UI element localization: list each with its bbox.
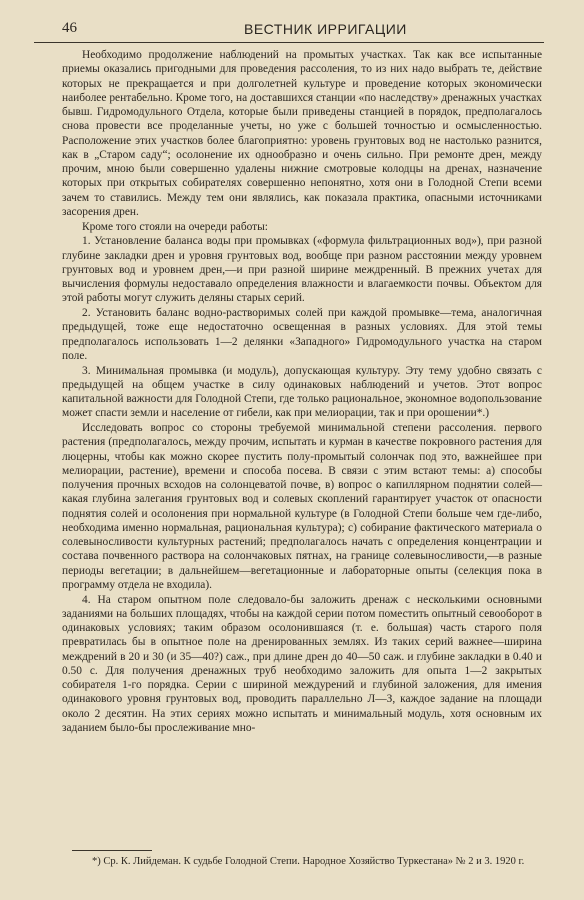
paragraph: 3. Минимальная промывка (и модуль), допускающая культуру. Эту тему удобно связать с предыдущей на общем участке в силу одинаковых наблюдений и учетов. Этот вопрос капитальной важности для Голодной Степи, где только рациональное, экономное водопользование может спасти земли и население от гибели, как при мелиорации, так и при орошении*.) xyxy=(62,364,542,420)
paragraph: Кроме того стояли на очереди работы: xyxy=(82,220,268,233)
paragraph: 1. Установление баланса воды при промывках («формула фильтрационных вод»), при разной глубине закладки дрен и уровня грунтовых вод, вообще при разном расстоянии между уровнем грунтовых вод и уровнем дрен,—и при разной ширине междренный. В прежних учетах для вычисления формулы недоставало определения влажности и влагаемкости почвы. Объектом для этой работы могут служить деляны старых серий. xyxy=(62,235,542,305)
paragraph: Необходимо продолжение наблюдений на промытых участках. Так как все испытанные приемы оказались пригодными для проведения рассоления, то из них надо выбрать те, действие которых не прекращается и при долголетней культуре и проведение которых экономически наиболее рентабельно. Кроме того, на доставшихся станции «по наследству» дренажных участках бывш. Гидромодульного Отдела, которые были приведены станцией в порядок, предполагалось снова провести все проделанные учеты, но уже с большей точностью и осмысленностью. Расположение этих участков более благоприятно: уровень грунтовых вод не настолько разнится, как в „Старом саду“; осолонение их однообразно и очень сильно. При ремонте дрен, между прочим, мною были совершенно удалены нижние смотровые колодцы на дренах, назначение которых при открытых собирателях совершенно непонятно, хотя они в Голодной Степи всеми зачем то ставились. Между тем они являлись, как показала практика, опасными источниками засорения дрен. xyxy=(62,49,542,218)
journal-title: ВЕСТНИК ИРРИГАЦИИ xyxy=(244,21,407,37)
paragraph: 4. На старом опытном поле следовало-бы заложить дренаж с несколькими основными заданиями на больших площадях, чтобы на каждой серии потом поместить опытный севооборот в одинаковых условиях; таким образом осолонившаяся (т. е. большая) часть старого поля превратилась бы в опытное поле на дренированных землях. Из таких серий важнее—ширина междрений в 20 и 30 (и 35—40?) саж., при длине дрен до 40—50 саж. и глубине закладки в 0.40 и 0.50 с. Для получения дренажных труб необходимо заложить для опыта 1—2 закрытых собирателя 1-го порядка. Серии с шириной междурений и глубиной заложения, для имения одинакового уровня грунтовых вод, проводить параллельно Л—З, каждое задание на площади около 2 десятин. На этих сериях можно испытать и минимальный модуль, хотя основным их заданием было-бы прослеживание мно- xyxy=(62,593,542,734)
footnote: *) Ср. К. Лийдеман. К судьбе Голодной Степи. Народное Хозяйство Туркестана» № 2 и 3. 1920 г. xyxy=(92,856,525,867)
paragraph: Исследовать вопрос со стороны требуемой минимальной степени рассоления. первого растения (предполагалось, между прочим, испытать и курман в качестве покровного растения для люцерны, чтобы как можно скорее пустить полу-промытый солончак под это, важнейшее при мелиорации, растение), времени и способа посева. В связи с этим встают темы: а) способы получения прочных всходов на солонцеватой почве, в) вопрос о капиллярном поднятии солей—какая глубина залегания грунтовых вод и солевых скоплений гарантирует участок от опасности поднятия солей и осолонения при нормальной культуре (в Голодной Степи больше чем где-либо, необходима именно нормальная, рациональная культура); с) собирание фактического материала о солевыносливости культурных растений; предполагалось начать с определения концентрации и состава почвенного раствора на солончаковых пятнах, на границе солевыносливости,—в разные периоды вегетации; в дальнейшем—вегетационные и лабораторные опыты (селекция пока в программу отдела не входила). xyxy=(62,422,542,591)
footnote-divider xyxy=(72,850,152,851)
paragraph: 2. Установить баланс водно-растворимых солей при каждой промывке—тема, аналогичная предыдущей, тоже еще недостаточно освещенная в разных условиях. Для этой темы предполагалось использовать 1—2 делянки «Западного» Гидромодульного участка на старом поле. xyxy=(62,307,542,362)
article-body xyxy=(62,48,542,735)
page-header xyxy=(34,18,544,43)
page-number: 46 xyxy=(62,20,77,36)
